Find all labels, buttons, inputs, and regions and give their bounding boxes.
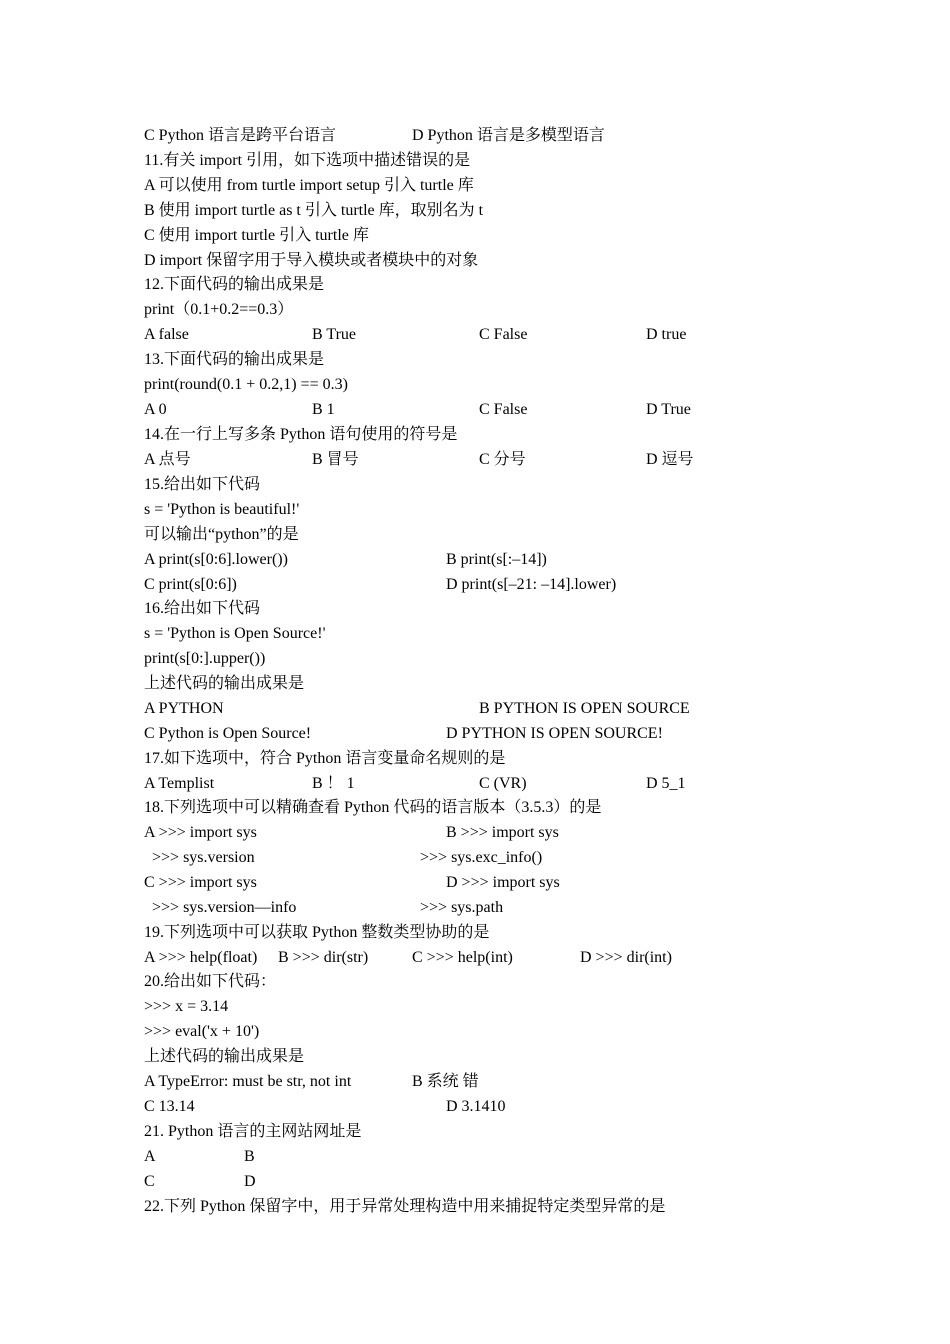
question-21: 21. Python 语言的主网站网址是 [144,1123,362,1140]
q20-code-2: >>> eval('x + 10') [144,1023,260,1040]
q21-option-b: B [244,1148,255,1165]
question-22: 22.下列 Python 保留字中，用于异常处理构造中用来捕捉特定类型异常的是 [144,1198,666,1215]
q20-option-c: C 13.14 [144,1098,195,1115]
q17-option-d: D 5_1 [646,775,686,792]
q12-option-d: D true [646,326,687,343]
q18-option-c-line-2: >>> sys.version—info [152,899,297,916]
q11-option-a: A 可以使用 from turtle import setup 引入 turtle 库 [144,177,474,194]
option-d: D Python 语言是多模型语言 [412,127,605,144]
q18-option-a-line-2: >>> sys.version [152,849,255,866]
q15-option-a: A print(s[0:6].lower()) [144,551,288,568]
q15-option-d: D print(s[–21: –14].lower) [446,576,617,593]
q20-option-d: D 3.1410 [446,1098,506,1115]
q16-code-2: print(s[0:].upper()) [144,650,266,667]
q15-option-b: B print(s[:–14]) [446,551,547,568]
q11-option-c: C 使用 import turtle 引入 turtle 库 [144,227,369,244]
q18-option-d-line-2: >>> sys.path [420,899,504,916]
q14-option-b: B 冒号 [312,451,359,468]
option-c: C Python 语言是跨平台语言 [144,127,337,144]
q15-code: s = 'Python is beautiful!' [144,501,300,518]
q20-option-a: A TypeError: must be str, not int [144,1073,352,1090]
q17-option-c: C (VR) [479,775,527,792]
q19-option-c: C >>> help(int) [412,949,513,966]
q16-option-a: A PYTHON [144,700,224,717]
q17-option-b: B ！ 1 [312,775,355,792]
question-12: 12.下面代码的输出成果是 [144,276,325,293]
question-15: 15.给出如下代码 [144,476,261,493]
q11-option-b: B 使用 import turtle as t 引入 turtle 库，取别名为 t [144,202,484,219]
q18-option-c-line-1: C >>> import sys [144,874,257,891]
question-11: 11.有关 import 引用，如下选项中描述错误的是 [144,152,471,169]
q19-option-b: B >>> dir(str) [278,949,369,966]
q12-option-c: C False [479,326,528,343]
q21-option-d: D [244,1173,256,1190]
q18-option-b-line-1: B >>> import sys [446,824,559,841]
q12-option-b: B True [312,326,357,343]
question-16: 16.给出如下代码 [144,600,261,617]
q18-option-a-line-1: A >>> import sys [144,824,257,841]
q16-option-c: C Python is Open Source! [144,725,312,742]
q16-code-1: s = 'Python is Open Source!' [144,625,326,642]
q19-option-d: D >>> dir(int) [580,949,672,966]
question-13: 13.下面代码的输出成果是 [144,351,325,368]
q16-prompt: 上述代码的输出成果是 [144,675,305,692]
q19-option-a: A >>> help(float) [144,949,258,966]
question-20: 20.给出如下代码： [144,973,277,990]
q15-prompt: 可以输出“python”的是 [144,526,299,543]
q12-option-a: A false [144,326,189,343]
q17-option-a: A Templist [144,775,215,792]
q14-option-a: A 点号 [144,451,191,468]
q13-option-c: C False [479,401,528,418]
q21-option-a: A [144,1148,156,1165]
q16-option-b: B PYTHON IS OPEN SOURCE [479,700,690,717]
question-18: 18.下列选项中可以精确查看 Python 代码的语言版本（3.5.3）的是 [144,799,602,816]
q13-option-a: A 0 [144,401,167,418]
q14-option-d: D 逗号 [646,451,694,468]
q13-code: print(round(0.1 + 0.2,1) == 0.3) [144,376,348,393]
q18-option-b-line-2: >>> sys.exc_info() [420,849,543,866]
q11-option-d: D import 保留字用于导入模块或者模块中的对象 [144,252,479,269]
q20-code-1: >>> x = 3.14 [144,998,229,1015]
q13-option-b: B 1 [312,401,335,418]
q21-option-c: C [144,1173,155,1190]
q12-code: print（0.1+0.2==0.3） [144,301,294,318]
q20-prompt: 上述代码的输出成果是 [144,1048,305,1065]
q14-option-c: C 分号 [479,451,526,468]
question-17: 17.如下选项中，符合 Python 语言变量命名规则的是 [144,750,506,767]
q15-option-c: C print(s[0:6]) [144,576,237,593]
q20-option-b: B 系统 错 [412,1073,479,1090]
q16-option-d: D PYTHON IS OPEN SOURCE! [446,725,663,742]
q18-option-d-line-1: D >>> import sys [446,874,560,891]
question-14: 14.在一行上写多条 Python 语句使用的符号是 [144,426,458,443]
q13-option-d: D True [646,401,691,418]
question-19: 19.下列选项中可以获取 Python 整数类型协助的是 [144,924,490,941]
